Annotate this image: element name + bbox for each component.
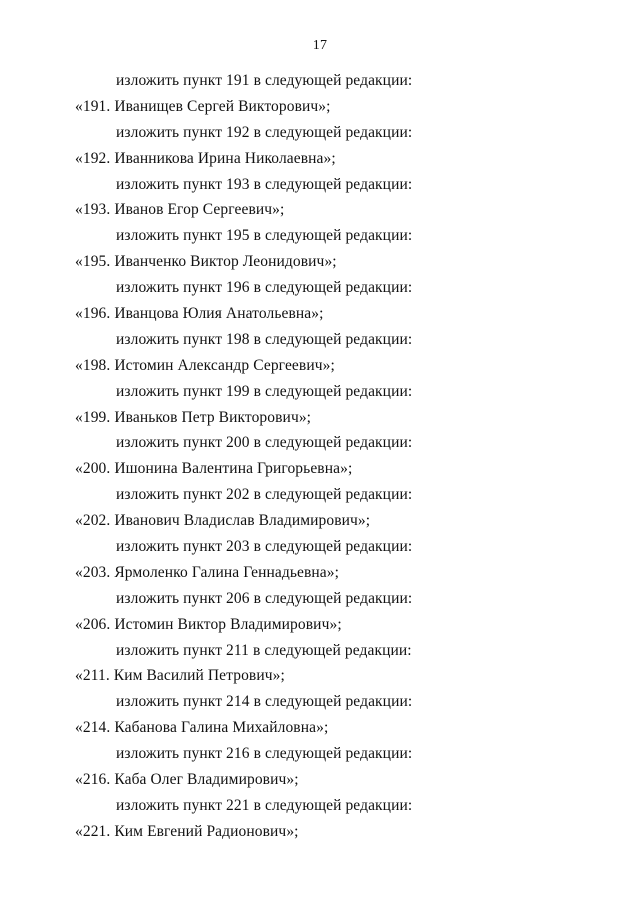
amendment-entry: «195. Иванченко Виктор Леонидович»; xyxy=(75,253,337,271)
amendment-entry: «214. Кабанова Галина Михайловна»; xyxy=(75,719,329,737)
amendment-list xyxy=(0,71,640,848)
amendment-instruction: изложить пункт 199 в следующей редакции: xyxy=(116,382,413,400)
amendment-entry: «193. Иванов Егор Сергеевич»; xyxy=(75,201,285,219)
amendment-entry: «206. Истомин Виктор Владимирович»; xyxy=(75,615,342,633)
amendment-instruction: изложить пункт 216 в следующей редакции: xyxy=(116,745,413,763)
amendment-instruction: изложить пункт 211 в следующей редакции: xyxy=(116,641,412,659)
amendment-instruction: изложить пункт 203 в следующей редакции: xyxy=(116,538,413,556)
amendment-instruction: изложить пункт 200 в следующей редакции: xyxy=(116,434,413,452)
amendment-entry: «202. Иванович Владислав Владимирович»; xyxy=(75,512,371,530)
amendment-instruction: изложить пункт 198 в следующей редакции: xyxy=(116,330,413,348)
amendment-instruction: изложить пункт 202 в следующей редакции: xyxy=(116,486,413,504)
amendment-entry: «216. Каба Олег Владимирович»; xyxy=(75,771,299,789)
amendment-instruction: изложить пункт 214 в следующей редакции: xyxy=(116,693,413,711)
amendment-instruction: изложить пункт 191 в следующей редакции: xyxy=(116,72,413,89)
amendment-entry: «196. Иванцова Юлия Анатольевна»; xyxy=(75,305,324,323)
amendment-instruction: изложить пункт 192 в следующей редакции: xyxy=(116,123,413,141)
amendment-entry: «191. Иванищев Сергей Викторович»; xyxy=(75,97,331,115)
amendment-instruction: изложить пункт 195 в следующей редакции: xyxy=(116,227,413,245)
amendment-instruction: изложить пункт 196 в следующей редакции: xyxy=(116,279,413,297)
amendment-entry: «192. Иванникова Ирина Николаевна»; xyxy=(75,149,336,167)
amendment-instruction: изложить пункт 193 в следующей редакции: xyxy=(116,175,413,193)
amendment-entry: «200. Ишонина Валентина Григорьевна»; xyxy=(75,460,353,478)
amendment-entry: «211. Ким Василий Петрович»; xyxy=(75,667,285,685)
page-number: 17 xyxy=(312,38,328,53)
amendment-instruction: изложить пункт 221 в следующей редакции: xyxy=(116,796,413,814)
amendment-entry: «198. Истомин Александр Сергеевич»; xyxy=(75,356,335,374)
amendment-entry: «203. Ярмоленко Галина Геннадьевна»; xyxy=(75,563,340,581)
amendment-entry: «221. Ким Евгений Радионович»; xyxy=(75,822,299,840)
amendment-instruction: изложить пункт 206 в следующей редакции: xyxy=(116,589,413,607)
amendment-entry: «199. Иваньков Петр Викторович»; xyxy=(75,408,312,426)
